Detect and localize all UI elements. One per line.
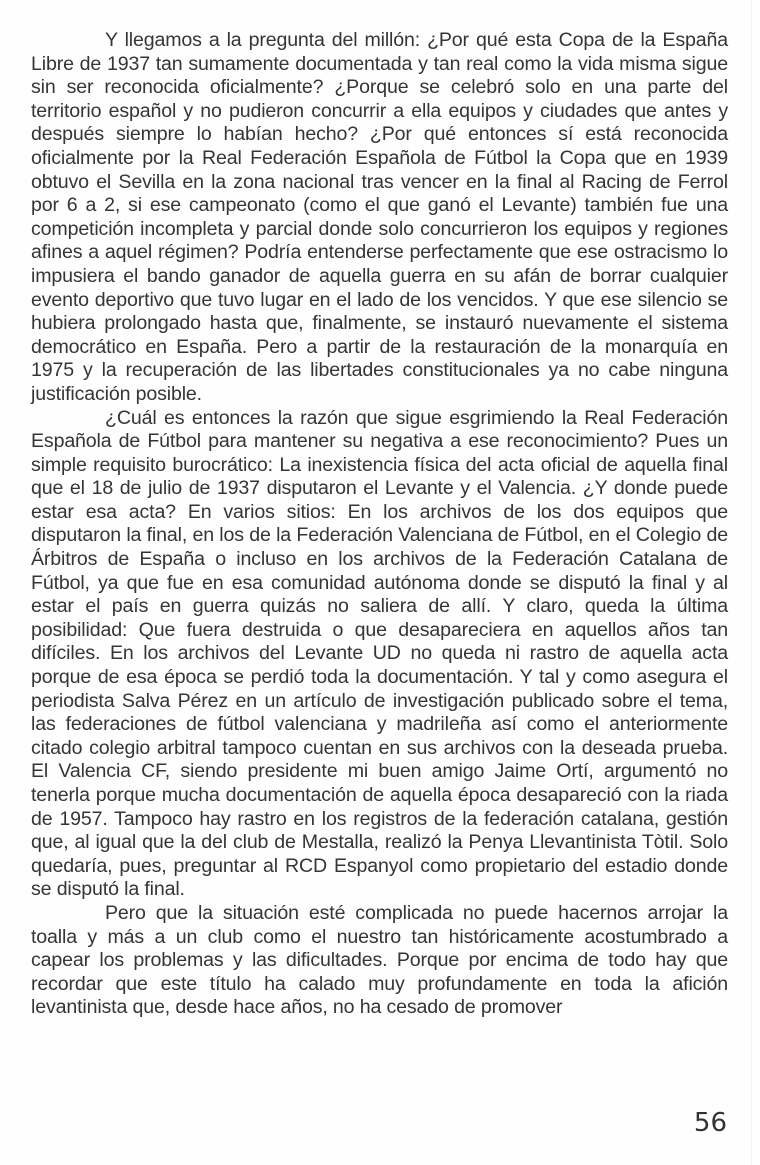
page-number: 56 [693,1108,727,1138]
paragraph-2: ¿Cuál es entonces la razón que sigue esgrimiendo la Real Federación Española de Fútbol para mantener su negativa a ese reconocimiento? Pues un simple requisito burocrático: La inexistencia física del acta oficial de aquella final que el 18 de julio de 1937 disputaron el Levante y el Valencia. ¿Y donde puede estar esa acta? En varios sitios: En los archivos de los dos equipos que disputaron la final, en los de la Federación Valenciana de Fútbol, en el Colegio de Árbitros de España o incluso en los archivos de la Federación Catalana de Fútbol, ya que fue en esa comunidad autónoma donde se disputó la final y al estar el país en guerra quizás no saliera de allí. Y claro, queda la última posibilidad: Que fuera destruida o que desapareciera en aquellos años tan difíciles. En los archivos del Levante UD no queda ni rastro de aquella acta porque de esa época se perdió toda la documentación. Y tal y como asegura el periodista Salva Pérez en un artículo de investigación publicado sobre el tema, las federaciones de fútbol valenciana y madrileña así como el anteriormente citado colegio arbitral tampoco cuentan en sus archivos con la deseada prueba. El Valencia CF, siendo presidente mi buen amigo Jaime Ortí, argumentó no tenerla porque mucha documentación de aquella época desapareció con la riada de 1957. Tampoco hay rastro en los registros de la federación catalana, gestión que, al igual que la del club de Mestalla, realizó la Penya Llevantinista Tòtil. Solo quedaría, pues, preguntar al RCD Espanyol como propietario del estadio donde se disputó la final. [31,406,728,901]
paragraph-1: Y llegamos a la pregunta del millón: ¿Por qué esta Copa de la España Libre de 1937 tan sumamente documentada y tan real como la vida misma sigue sin ser reconocida oficialmente? ¿Porque se celebró solo en una parte del territorio español y no pudieron concurrir a ella equipos y ciudades que antes y después siempre lo habían hecho? ¿Por qué entonces sí está reconocida oficialmente por la Real Federación Española de Fútbol la Copa que en 1939 obtuvo el Sevilla en la zona nacional tras vencer en la final al Racing de Ferrol por 6 a 2, si ese campeonato (como el que ganó el Levante) también fue una competición incompleta y parcial donde solo concurrieron los equipos y regiones afines a aquel régimen? Podría entenderse perfectamente que ese ostracismo lo impusiera el bando ganador de aquella guerra en su afán de borrar cualquier evento deportivo que tuvo lugar en el lado de los vencidos. Y que ese silencio se hubiera prolongado hasta que, finalmente, se instauró nuevamente el sistema democrático en España. Pero a partir de la restauración de la monarquía en 1975 y la recuperación de las libertades constitucionales ya no cabe ninguna justificación posible. [31,29,728,405]
paragraph-3: Pero que la situación esté complicada no puede hacernos arrojar la toalla y más a un club como el nuestro tan históricamente acostumbrado a capear los problemas y las dificultades. Porque por encima de todo hay que recordar que este título ha calado muy profundamente en toda la afición levantinista que, desde hace años, no ha cesado de promover [31,901,728,1019]
page-edge [751,0,752,1165]
body-text [31,29,728,1020]
